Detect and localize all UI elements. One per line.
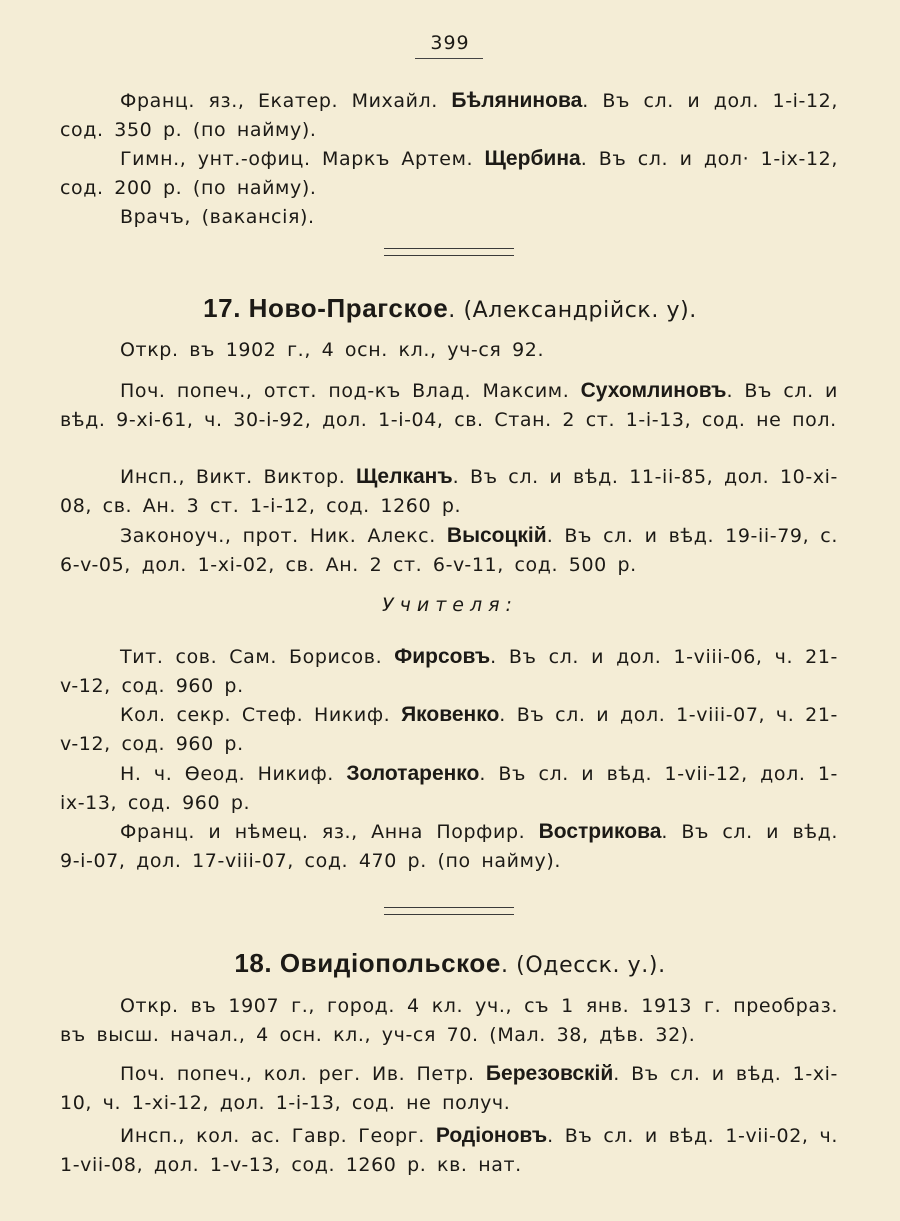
page-number-rule — [415, 58, 483, 59]
entry-text: Кол. секр. Стеф. Никиф. — [120, 704, 402, 726]
entry-paragraph — [60, 86, 838, 145]
entry-surname: Фирсовъ — [394, 645, 491, 668]
entry-details: . Въ сл. и вѣд. 1-xi-10, ч. 1-xi-12, дол. 1-i-13, сод. не получ. — [60, 1063, 838, 1114]
entry-surname: Высоцкій — [446, 524, 547, 547]
entry-details: . Въ сл. и вѣд. 1-vii-12, дол. 1-ix-13, сод. 960 р. — [60, 763, 838, 814]
entry-text: Инсп., кол. ас. Гавр. Георг. — [120, 1125, 436, 1147]
entry-details: . Въ сл. и вѣд. 11-ii-85, дол. 10-xi-08, св. Ан. 3 ст. 1-i-12, сод. 1260 р. — [60, 466, 838, 517]
district-name: . (Одесск. у.). — [500, 953, 666, 978]
entry-text: Поч. попеч., кол. рег. Ив. Петр. — [120, 1063, 486, 1085]
entry-text: Гимн., унт.-офиц. Маркъ Артем. — [120, 148, 485, 170]
entry-surname: Бѣлянинова — [451, 89, 583, 112]
entry-paragraph — [60, 1121, 838, 1180]
entry-paragraph — [60, 521, 838, 580]
entry-details: . Въ сл. и вѣд. 9-i-07, дол. 17-viii-07, сод. 470 р. (по найму). — [60, 821, 838, 872]
entry-paragraph — [60, 700, 838, 759]
opening-info — [60, 336, 838, 365]
entry-details: . Въ сл. и вѣд. 9-xi-61, ч. 30-i-92, дол. 1-i-04, св. Стан. 2 ст. 1-i-13, сод. не пол. — [60, 380, 838, 431]
entry-surname: Родіоновъ — [435, 1124, 548, 1147]
entry-details: . Въ сл. и вѣд. 1-vii-02, ч. 1-vii-08, дол. 1-v-13, сод. 1260 р. кв. нат. — [60, 1125, 838, 1176]
school-name: Ново-Прагское — [248, 293, 449, 323]
entry-details: . Въ сл. и дол. 1-viii-06, ч. 21-v-12, сод. 960 р. — [60, 646, 838, 697]
opening-text: Откр. въ 1902 г., 4 осн. кл., уч-ся 92. — [120, 339, 545, 361]
entry-surname: Березовскій — [485, 1062, 614, 1085]
entry-text: Врачъ, (вакансія). — [120, 206, 315, 228]
entry-surname: Щербина — [484, 147, 581, 170]
entry-details: . Въ сл. и вѣд. 19-ii-79, с. 6-v-05, дол. 1-xi-02, св. Ан. 2 ст. 6-v-11, сод. 500 р. — [60, 525, 838, 576]
entry-text: Законоуч., прот. Ник. Алекс. — [120, 525, 447, 547]
section-number: 18. — [234, 948, 273, 978]
school-name: Овидіопольское — [279, 948, 501, 978]
section-divider — [384, 907, 514, 915]
entry-text: Франц. яз., Екатер. Михайл. — [120, 90, 452, 112]
section-number: 17. — [203, 293, 242, 323]
entry-paragraph — [60, 817, 838, 876]
entry-paragraph — [60, 376, 838, 435]
entry-paragraph — [60, 144, 838, 203]
entry-details: . Въ сл. и дол. 1-viii-07, ч. 21-v-12, сод. 960 р. — [60, 704, 838, 755]
opening-info — [60, 992, 838, 1050]
section-heading — [0, 293, 900, 324]
entry-paragraph — [60, 462, 838, 521]
entry-text: Инсп., Викт. Виктор. — [120, 466, 357, 488]
entry-text: Франц. и нѣмец. яз., Анна Порфир. — [120, 821, 539, 843]
entry-text: Н. ч. Ѳеод. Никиф. — [120, 763, 347, 785]
entry-paragraph — [60, 759, 838, 818]
entry-text: Поч. попеч., отст. под-къ Влад. Максим. — [120, 380, 581, 402]
teachers-subheading: Учителя: — [382, 594, 518, 616]
entry-paragraph — [60, 1059, 838, 1118]
entry-paragraph — [60, 203, 838, 232]
entry-text: Тит. сов. Сам. Борисов. — [120, 646, 395, 668]
page-number: 399 — [430, 32, 470, 54]
section-divider — [384, 248, 514, 256]
entry-details: . Въ сл. и дол. 1-i-12, сод. 350 р. (по найму). — [60, 90, 838, 141]
opening-text: Откр. въ 1907 г., город. 4 кл. уч., съ 1 янв. 1913 г. преобраз. въ высш. начал., 4 осн. кл., уч-ся 70. (Мал. 38, дѣв. 32). — [60, 995, 838, 1046]
entry-surname: Золотаренко — [346, 762, 480, 785]
entry-surname: Щелканъ — [356, 465, 453, 488]
entry-details: . Въ сл. и дол· 1-ix-12, сод. 200 р. (по найму). — [60, 148, 838, 199]
entry-surname: Яковенко — [401, 703, 500, 726]
entry-surname: Сухомлиновъ — [580, 379, 727, 402]
entry-paragraph — [60, 642, 838, 701]
section-heading — [0, 948, 900, 979]
entry-surname: Вострикова — [538, 820, 662, 843]
district-name: . (Александрійск. у). — [448, 298, 697, 323]
